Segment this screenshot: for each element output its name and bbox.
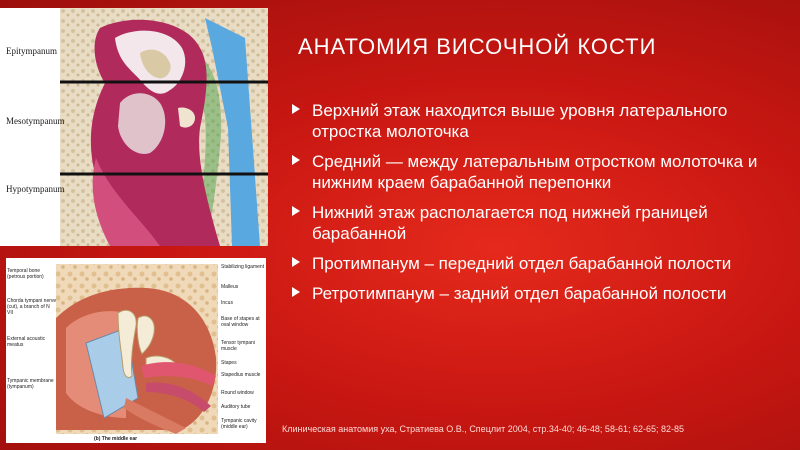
triangle-bullet-icon xyxy=(292,206,300,216)
slide-title: АНАТОМИЯ ВИСОЧНОЙ КОСТИ xyxy=(298,34,657,59)
tympanic-levels-illustration xyxy=(0,8,268,246)
bullet-text: Верхний этаж находится выше уровня латерального отростка молоточка xyxy=(312,101,728,141)
label-auditory-tube: Auditory tube xyxy=(221,404,251,410)
bullet-item xyxy=(290,253,760,274)
label-tensor-tympani: Tensor tympani muscle xyxy=(221,340,255,352)
bullet-text: Нижний этаж располагается под нижней границей барабанной xyxy=(312,203,708,243)
label-mesotympanum: Mesotympanum xyxy=(6,116,65,126)
label-external-meatus: External acoustic meatus xyxy=(7,336,46,348)
label-base-of-stapes: Base of stapes at oval window xyxy=(221,316,260,328)
figure-caption: (b) The middle ear xyxy=(94,436,138,442)
triangle-bullet-icon xyxy=(292,257,300,267)
triangle-bullet-icon xyxy=(292,104,300,114)
label-temporal-bone: Temporal bone (petrous portion) xyxy=(7,268,44,280)
middle-ear-diagram xyxy=(6,258,266,443)
bullet-item xyxy=(290,283,760,304)
label-stabilizing-ligament: Stabilizing ligament xyxy=(221,264,265,270)
label-round-window: Round window xyxy=(221,390,254,396)
bullet-item xyxy=(290,202,760,244)
source-citation: Клиническая анатомия уха, Стратиева О.В., Спецлит 2004, стр.34-40; 46-48; 58-61; 62-65; 82-85 xyxy=(282,424,684,434)
bullet-text: Протимпанум – передний отдел барабанной полости xyxy=(312,254,732,273)
label-incus: Incus xyxy=(221,300,233,306)
label-tympanic-cavity: Tympanic cavity (middle ear) xyxy=(221,418,257,430)
label-stapes: Stapes xyxy=(221,360,237,366)
epitympanum-diagram xyxy=(0,8,268,246)
bullet-list xyxy=(290,100,760,313)
label-malleus: Malleus xyxy=(221,284,239,290)
label-epitympanum: Epitympanum xyxy=(6,46,57,56)
bullet-item xyxy=(290,100,760,142)
bullet-text: Средний — между латеральным отростком молоточка и нижним краем барабанной перепонки xyxy=(312,152,758,192)
label-chorda-tympani: Chorda tympani nerve (cut), a branch of N VII xyxy=(7,298,57,316)
triangle-bullet-icon xyxy=(292,287,300,297)
bullet-text: Ретротимпанум – задний отдел барабанной полости xyxy=(312,284,727,303)
triangle-bullet-icon xyxy=(292,155,300,165)
label-hypotympanum: Hypotympanum xyxy=(6,184,65,194)
label-tympanic-membrane: Tympanic membrane (tympanum) xyxy=(7,378,54,390)
label-stapedius: Stapedius muscle xyxy=(221,372,261,378)
bullet-item xyxy=(290,151,760,193)
